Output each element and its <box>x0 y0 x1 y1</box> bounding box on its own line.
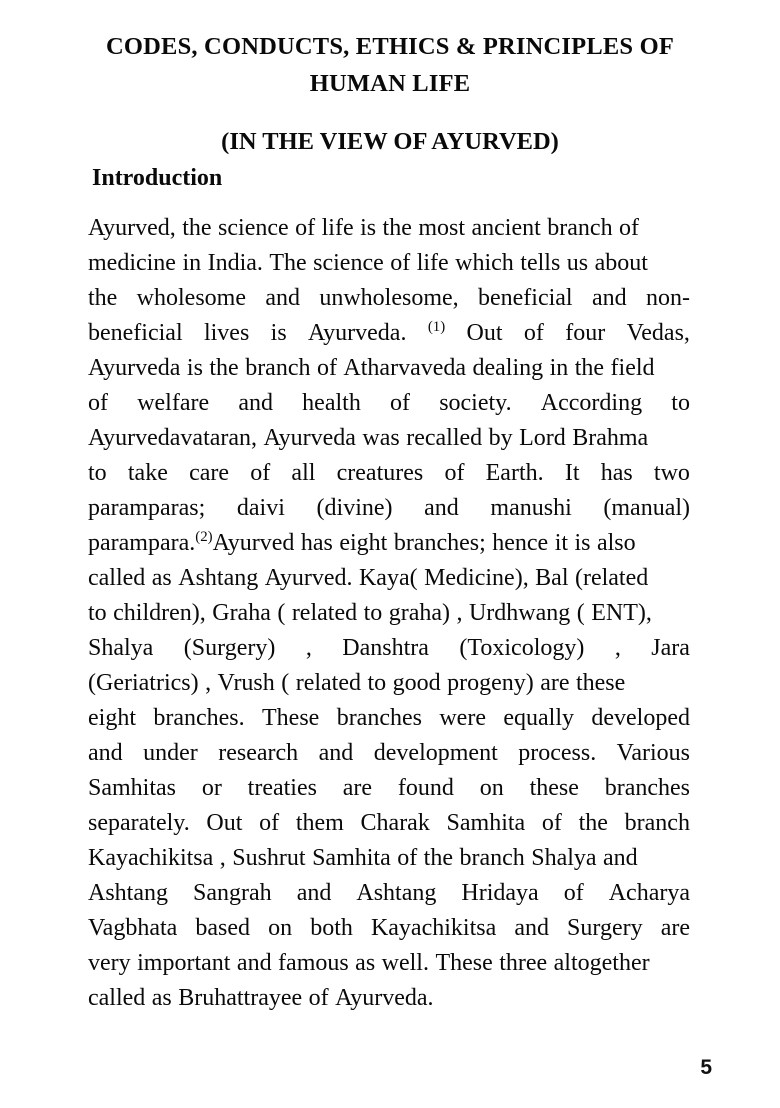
page-number: 5 <box>700 1056 712 1079</box>
body-word: Samhita <box>312 845 391 871</box>
body-word: , <box>614 635 621 661</box>
body-word: is <box>270 320 287 346</box>
body-word: and <box>424 495 459 521</box>
body-word: Ayurvedavataran, <box>88 425 258 451</box>
body-word: separately. <box>88 810 190 836</box>
body-word: branch <box>624 810 690 836</box>
body-word: Kayachikitsa <box>88 845 214 871</box>
body-word: Samhitas <box>88 775 176 801</box>
body-word: the <box>382 215 412 241</box>
body-line <box>88 845 690 880</box>
body-word: developed <box>591 705 690 731</box>
body-line <box>88 740 690 775</box>
body-word: Surgery <box>567 915 643 941</box>
body-word: of <box>390 250 411 276</box>
body-word: the <box>423 845 453 871</box>
body-word: creatures <box>336 460 424 486</box>
body-word: process. <box>518 740 597 766</box>
body-word <box>428 320 445 347</box>
body-line <box>88 915 690 950</box>
body-word: us <box>566 250 589 276</box>
body-word: recalled <box>406 425 483 451</box>
body-word: life <box>416 250 449 276</box>
page-title <box>88 28 692 160</box>
body-word: (Geriatrics) <box>88 670 199 696</box>
body-word: of <box>619 215 640 241</box>
body-word: The <box>269 250 307 276</box>
body-word: Lord <box>519 425 566 451</box>
body-word: the <box>182 215 212 241</box>
body-word: altogether <box>553 950 650 976</box>
body-word: These <box>262 705 320 731</box>
body-word: is <box>186 355 203 381</box>
body-line <box>88 285 690 320</box>
body-word: These <box>435 950 493 976</box>
body-word: society. <box>439 390 512 416</box>
title-line-1: CODES, CONDUCTS, ETHICS & PRINCIPLES OF <box>106 33 674 60</box>
body-word: of <box>563 880 584 906</box>
body-word: manushi <box>490 495 572 521</box>
body-word: science <box>218 215 289 241</box>
body-word: of <box>316 355 337 381</box>
body-line <box>88 635 690 670</box>
body-word: was <box>362 425 400 451</box>
body-word: as <box>151 565 172 591</box>
body-word: Urdhwang <box>468 600 571 626</box>
body-word: to <box>671 390 690 416</box>
body-word: Ayurveda. <box>335 985 434 1011</box>
body-word: research <box>218 740 299 766</box>
body-word: eight <box>88 705 136 731</box>
body-word: children), <box>113 600 206 626</box>
body-word: Brahma <box>572 425 649 451</box>
body-word: graha) <box>388 600 451 626</box>
body-word: are <box>342 775 373 801</box>
body-line <box>88 670 690 705</box>
body-word: of <box>88 390 108 416</box>
citation-superscript: (1) <box>427 319 446 335</box>
body-word: (Toxicology) <box>459 635 585 661</box>
page-subtitle: (IN THE VIEW OF AYURVED) <box>221 128 559 155</box>
body-word: Vagbhata <box>88 915 178 941</box>
body-word: very <box>88 950 131 976</box>
body-word: (divine) <box>316 495 393 521</box>
body-word: famous <box>278 950 349 976</box>
body-word: of <box>541 810 562 836</box>
body-word: and <box>514 915 549 941</box>
body-word: are <box>660 915 690 941</box>
body-word: Kaya( <box>358 565 418 591</box>
body-word: Hridaya <box>461 880 539 906</box>
body-word: as <box>355 950 376 976</box>
body-line <box>88 810 690 845</box>
body-word: the <box>88 285 118 311</box>
body-word: these <box>529 775 579 801</box>
body-word: of <box>259 810 280 836</box>
body-line <box>88 460 690 495</box>
body-word: , <box>456 600 463 626</box>
body-word: Vedas, <box>626 320 690 346</box>
body-word: progeny) <box>447 670 534 696</box>
body-word: ENT), <box>591 600 652 626</box>
body-word: four <box>565 320 606 346</box>
body-word: about <box>594 250 648 276</box>
body-word: Ayurved, <box>88 215 176 241</box>
citation-superscript: (2) <box>195 529 213 545</box>
body-word: of <box>390 390 410 416</box>
body-word: of <box>308 985 329 1011</box>
body-word: Graha <box>212 600 271 626</box>
body-word: in <box>549 355 569 381</box>
body-word: most <box>418 215 466 241</box>
body-word: branches <box>604 775 690 801</box>
body-word: (Surgery) <box>183 635 276 661</box>
body-word: Vrush <box>217 670 275 696</box>
body-word: , <box>205 670 212 696</box>
body-word: Sushrut <box>232 845 306 871</box>
body-word: has <box>600 460 633 486</box>
body-word: Ayurveda <box>263 425 356 451</box>
body-line <box>88 495 690 530</box>
body-word: the <box>578 810 608 836</box>
body-word: , <box>305 635 312 661</box>
body-word: three <box>499 950 548 976</box>
body-word: Out <box>206 810 243 836</box>
body-word: by <box>488 425 513 451</box>
body-word: beneficial <box>88 320 183 346</box>
body-word: in <box>182 250 202 276</box>
body-word: Ashtang <box>356 880 437 906</box>
body-word: all <box>291 460 316 486</box>
body-word: eight <box>339 530 388 556</box>
body-word: (related <box>574 565 649 591</box>
body-word: tells <box>520 250 561 276</box>
body-word: , <box>219 845 226 871</box>
body-word: development <box>373 740 498 766</box>
body-word: beneficial <box>477 285 573 311</box>
body-word: hence <box>492 530 549 556</box>
body-word: and <box>603 845 638 871</box>
body-word: Acharya <box>608 880 690 906</box>
title-line-2: HUMAN LIFE <box>309 70 471 97</box>
body-word: of <box>523 320 544 346</box>
body-word: Out <box>466 320 503 346</box>
body-word: of <box>250 460 271 486</box>
body-word: take <box>127 460 168 486</box>
body-word: related <box>295 670 362 696</box>
body-word: care <box>189 460 230 486</box>
body-word: medicine <box>88 250 176 276</box>
body-word: equally <box>503 705 574 731</box>
body-word: also <box>596 530 636 556</box>
body-word: paramparas; <box>88 495 206 521</box>
body-line <box>88 705 690 740</box>
body-word: branch <box>547 215 613 241</box>
body-line <box>88 950 690 985</box>
body-word: science <box>313 250 384 276</box>
body-word: branches <box>336 705 422 731</box>
body-word: (manual) <box>603 495 690 521</box>
body-word: Atharvaveda <box>343 355 467 381</box>
body-word: health <box>302 390 361 416</box>
body-word: India. <box>207 250 263 276</box>
body-word: and <box>318 740 354 766</box>
body-word: parampara.$^{(2)}$Ayurved <box>88 529 295 556</box>
body-word: Shalya <box>88 635 154 661</box>
body-word: branches; <box>393 530 486 556</box>
body-word: Samhita <box>446 810 526 836</box>
body-word: and <box>265 285 300 311</box>
body-word: Earth. <box>485 460 544 486</box>
body-word: Ayurveda <box>88 355 181 381</box>
body-word: or <box>201 775 222 801</box>
body-word: of <box>295 215 316 241</box>
body-word: important <box>137 950 231 976</box>
body-line <box>88 320 690 355</box>
body-word: Ashtang <box>88 880 168 906</box>
body-word: well. <box>381 950 429 976</box>
body-word: ( <box>277 600 286 626</box>
body-word: lives <box>203 320 250 346</box>
body-word: of <box>444 460 465 486</box>
body-word: treaties <box>247 775 317 801</box>
body-word: field <box>610 355 655 381</box>
body-word: ancient <box>471 215 541 241</box>
body-word: branch <box>245 355 311 381</box>
body-word: to <box>363 600 383 626</box>
body-word: Sangrah <box>193 880 272 906</box>
body-word: these <box>575 670 626 696</box>
body-word: based <box>195 915 251 941</box>
body-word: on <box>479 775 504 801</box>
body-word: the <box>209 355 239 381</box>
body-word: good <box>392 670 441 696</box>
body-word: on <box>268 915 293 941</box>
body-word: and <box>591 285 627 311</box>
body-line <box>88 355 690 390</box>
body-word: were <box>439 705 486 731</box>
body-word: as <box>151 985 172 1011</box>
body-word: has <box>300 530 333 556</box>
body-word: life <box>321 215 354 241</box>
body-line <box>88 215 690 250</box>
body-word: unwholesome, <box>319 285 459 311</box>
body-word: According <box>540 390 643 416</box>
body-word: to <box>88 600 107 626</box>
body-word: Shalya <box>531 845 597 871</box>
body-word: Jara <box>651 635 690 661</box>
body-line <box>88 600 690 635</box>
body-line <box>88 390 690 425</box>
body-word: called <box>88 985 146 1011</box>
body-word: them <box>295 810 344 836</box>
body-word: called <box>88 565 146 591</box>
body-word: wholesome <box>136 285 246 311</box>
body-word: and <box>238 390 273 416</box>
body-word: Ashtang <box>178 565 259 591</box>
body-word: welfare <box>137 390 210 416</box>
body-line <box>88 775 690 810</box>
body-word: found <box>397 775 454 801</box>
body-word: Ayurveda. <box>308 320 407 346</box>
body-word: and <box>88 740 123 766</box>
body-word: Danshtra <box>342 635 429 661</box>
body-word: of <box>397 845 418 871</box>
body-word: it <box>554 530 569 556</box>
body-line <box>88 250 690 285</box>
body-word: Bruhattrayee <box>178 985 303 1011</box>
body-word: Various <box>616 740 690 766</box>
body-word: It <box>564 460 580 486</box>
body-word: daivi <box>236 495 285 521</box>
body-word: two <box>653 460 690 486</box>
body-word: Kayachikitsa <box>370 915 497 941</box>
body-line <box>88 425 690 460</box>
body-line <box>88 985 690 1020</box>
body-word: the <box>574 355 605 381</box>
body-word: is <box>360 215 377 241</box>
body-word: which <box>455 250 514 276</box>
section-heading-introduction: Introduction <box>92 165 223 191</box>
body-paragraph <box>88 215 690 1020</box>
body-word: both <box>310 915 353 941</box>
body-word: Bal <box>535 565 569 591</box>
body-word: and <box>296 880 332 906</box>
body-line <box>88 530 690 565</box>
body-line <box>88 565 690 600</box>
body-line <box>88 880 690 915</box>
body-word: are <box>540 670 570 696</box>
body-word: Ayurved. <box>264 565 353 591</box>
body-word: under <box>143 740 198 766</box>
body-word: ( <box>576 600 585 626</box>
body-word: to <box>367 670 387 696</box>
body-word: branches. <box>153 705 245 731</box>
body-word: is <box>574 530 591 556</box>
body-word: branch <box>459 845 525 871</box>
body-word: related <box>291 600 358 626</box>
body-word: and <box>236 950 272 976</box>
body-word: non- <box>645 285 690 311</box>
body-word: dealing <box>472 355 544 381</box>
body-word: to <box>88 460 107 486</box>
body-word: Charak <box>360 810 430 836</box>
body-word: Medicine), <box>424 565 529 591</box>
body-word: ( <box>281 670 290 696</box>
